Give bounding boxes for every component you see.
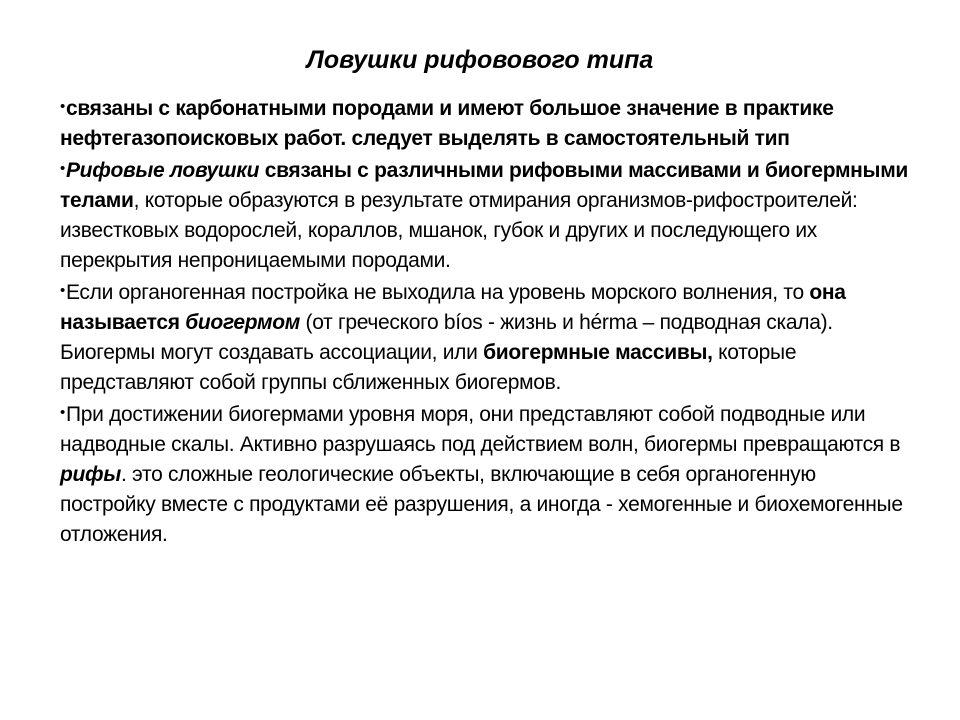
slide-title: Ловушки рифовового типа	[306, 46, 654, 74]
paragraph-3	[60, 276, 910, 398]
paragraph-2-bold-text: связаны с различными рифовыми массивами и биогермными телами	[60, 159, 909, 212]
paragraph-4-text-2: . это сложные геологические объекты, включающие в себя органогенную постройку вместе с продуктами её разрушения, а иногда - хемогенные и биохемогенные отложения.	[60, 463, 903, 546]
bullet: •	[60, 404, 65, 421]
paragraph-3-text-2: (от греческого bíos - жизнь и hérma – подводная скала). Биогермы могут создавать ассоциации, или	[60, 311, 833, 364]
paragraph-4	[60, 398, 910, 550]
bullet: •	[60, 160, 65, 177]
paragraph-3-bold-2: биогермные массивы,	[483, 341, 713, 364]
paragraph-2-text: , которые образуются в результате отмирания организмов-рифостроителей: известковых водорослей, кораллов, мшанок, губок и других и последующего их перекрытия непроницаемыми породами.	[60, 189, 858, 272]
term-reefs: рифы	[60, 463, 121, 486]
paragraph-4-text-1: При достижении биогермами уровня моря, они представляют собой подводные или надводные скалы. Активно разрушаясь под действием волн, биогермы превращаются в	[60, 403, 901, 456]
term-bioherm: биогермом	[185, 311, 300, 334]
bullet: •	[60, 98, 65, 115]
paragraph-3-bold-1: она называется	[60, 281, 846, 334]
paragraph-1	[60, 92, 910, 154]
paragraph-3-text-1: Если органогенная постройка не выходила на уровень морского волнения, то	[65, 281, 810, 304]
paragraph-3-text-3: которые представляют собой группы сближенных биогермов.	[60, 341, 797, 394]
slide-body	[60, 92, 910, 550]
bullet: •	[60, 282, 65, 299]
paragraph-1-text: связаны с карбонатными породами и имеют большое значение в практике нефтегазопоисковых работ. следует выделять в самостоятельный тип	[60, 97, 834, 150]
term-reef-traps: Рифовые ловушки	[65, 159, 260, 182]
paragraph-2	[60, 154, 910, 276]
